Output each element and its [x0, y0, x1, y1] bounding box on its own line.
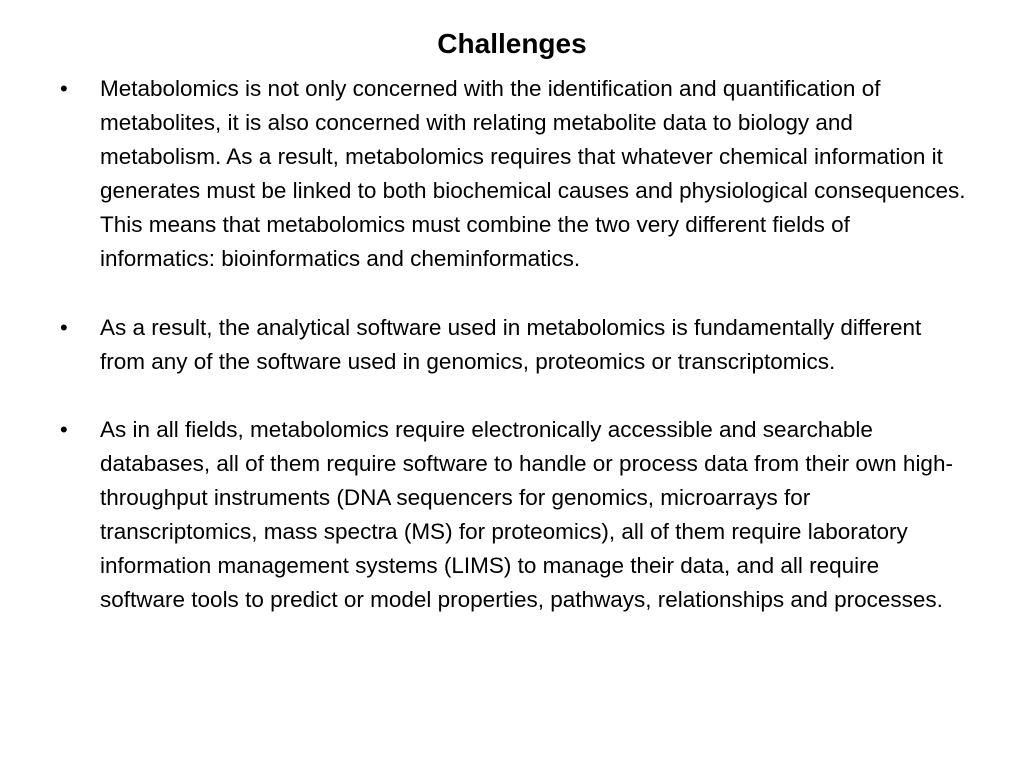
bullet-marker-icon: • — [60, 314, 68, 340]
bullet-text: Metabolomics is not only concerned with the identification and quantification of metabolites, it is also concerned with relating metabolite data to biology and metabolism. As a result, metabolomics requires that whatever chemical information it generates must be linked to both biochemical causes and physiological consequences. This means that metabolomics must combine the two very different fields of informatics: bioinformatics and cheminformatics. — [100, 76, 966, 272]
bullet-item-2 — [56, 311, 966, 379]
slide-title: Challenges — [437, 28, 587, 59]
bullet-item-1 — [56, 72, 966, 277]
bullet-marker-icon: • — [60, 76, 68, 101]
bullet-text: As in all fields, metabolomics require electronically accessible and searchable databases, all of them require software to handle or process data from their own high-throughput instruments (DNA sequencers for genomics, microarrays for transcriptomics, mass spectra (MS) for proteomics), all of them require laboratory information management systems (LIMS) to manage their data, and all require software tools to predict or model properties, pathways, relationships and processes. — [100, 416, 953, 613]
bullet-list — [56, 72, 966, 617]
bullet-item-3 — [56, 413, 966, 618]
bullet-text: As a result, the analytical software used in metabolomics is fundamentally different from any of the software used in genomics, proteomics or transcriptomics. — [100, 314, 922, 374]
bullet-marker-icon: • — [60, 416, 68, 442]
